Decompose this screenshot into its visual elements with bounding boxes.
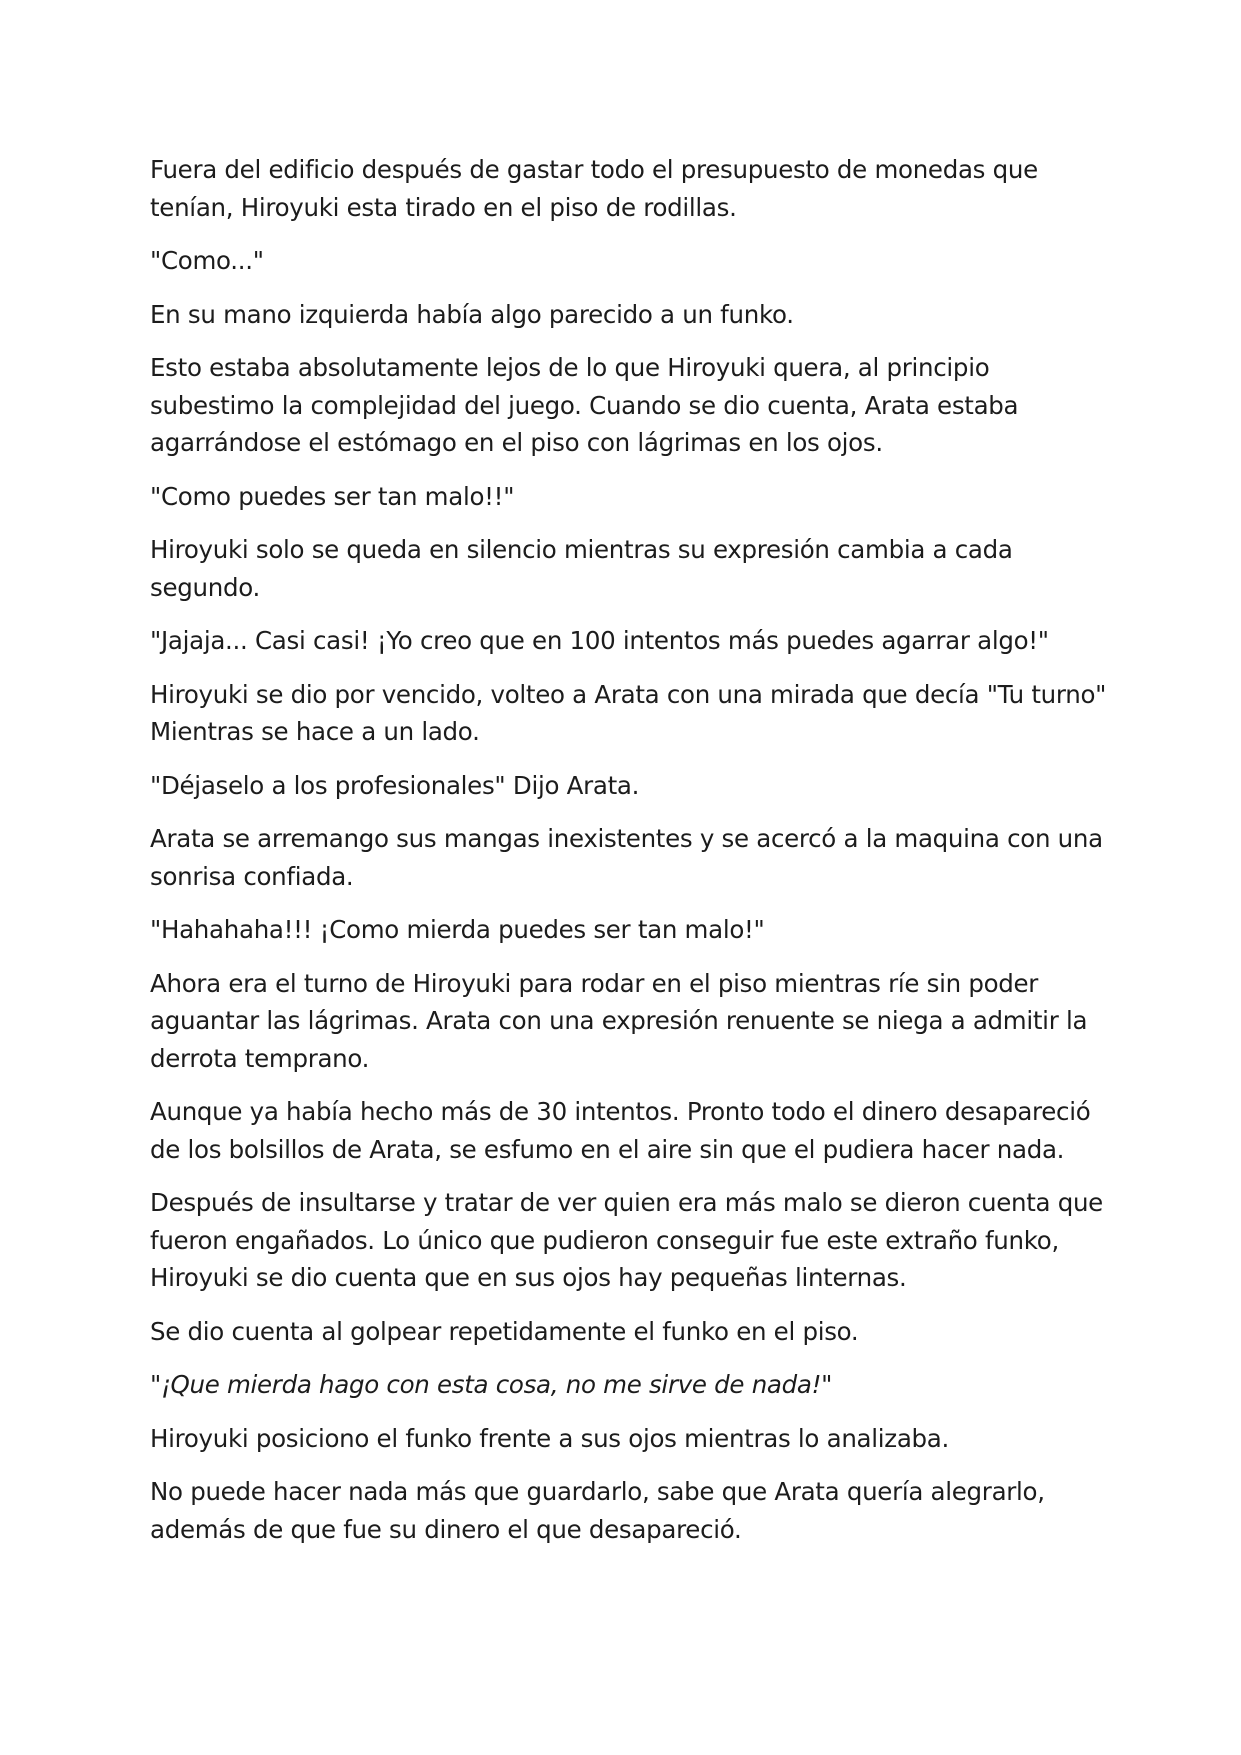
paragraph-10: Arata se arremango sus mangas inexistentes y se acercó a la maquina con una sonrisa confiada. (150, 824, 1103, 891)
paragraph-11: "Hahahaha!!! ¡Como mierda puedes ser tan malo!" (150, 915, 765, 944)
paragraph-4: Esto estaba absolutamente lejos de lo que Hiroyuki quera, al principio subestimo la complejidad del juego. Cuando se dio cuenta, Arata estaba agarrándose el estómago en el piso con lágrimas en los ojos. (150, 353, 1019, 457)
paragraph-9: "Déjaselo a los profesionales" Dijo Arata. (150, 770, 640, 800)
paragraph-1: Fuera del edificio después de gastar todo el presupuesto de monedas que tenían, Hiroyuki esta tirado en el piso de rodillas. (150, 155, 1038, 222)
paragraph-18: No puede hacer nada más que guardarlo, sabe que Arata quería alegrarlo, además de que fue su dinero el que desapareció. (150, 1477, 1045, 1544)
paragraph-14: Después de insultarse y tratar de ver quien era más malo se dieron cuenta que fueron engañados. Lo único que pudieron conseguir fue este extraño funko, Hiroyuki se dio cuenta que en sus ojos hay pequeñas linternas. (150, 1188, 1103, 1292)
paragraph-13: Aunque ya había hecho más de 30 intentos. Pronto todo el dinero desapareció de los bolsillos de Arata, se esfumo en el aire sin que el pudiera hacer nada. (150, 1097, 1091, 1164)
paragraph-2: "Como..." (150, 246, 264, 275)
paragraph-17: Hiroyuki posiciono el funko frente a sus ojos mientras lo analizaba. (150, 1423, 949, 1453)
paragraph-16: "¡Que mierda hago con esta cosa, no me sirve de nada!" (150, 1370, 833, 1399)
paragraph-12: Ahora era el turno de Hiroyuki para rodar en el piso mientras ríe sin poder aguantar las lágrimas. Arata con una expresión renuente se niega a admitir la derrota temprano. (150, 968, 1088, 1073)
document-page (150, 151, 1110, 1564)
paragraph-6: Hiroyuki solo se queda en silencio mientras su expresión cambia a cada segundo. (150, 535, 1013, 602)
paragraph-15: Se dio cuenta al golpear repetidamente el funko en el piso. (150, 1316, 859, 1346)
paragraph-8: Hiroyuki se dio por vencido, volteo a Arata con una mirada que decía "Tu turno" Mientras se hace a un lado. (150, 679, 1107, 746)
paragraph-7: "Jajaja... Casi casi! ¡Yo creo que en 100 intentos más puedes agarrar algo!" (150, 626, 1049, 655)
paragraph-5: "Como puedes ser tan malo!!" (150, 481, 515, 511)
paragraph-3: En su mano izquierda había algo parecido a un funko. (150, 299, 794, 329)
